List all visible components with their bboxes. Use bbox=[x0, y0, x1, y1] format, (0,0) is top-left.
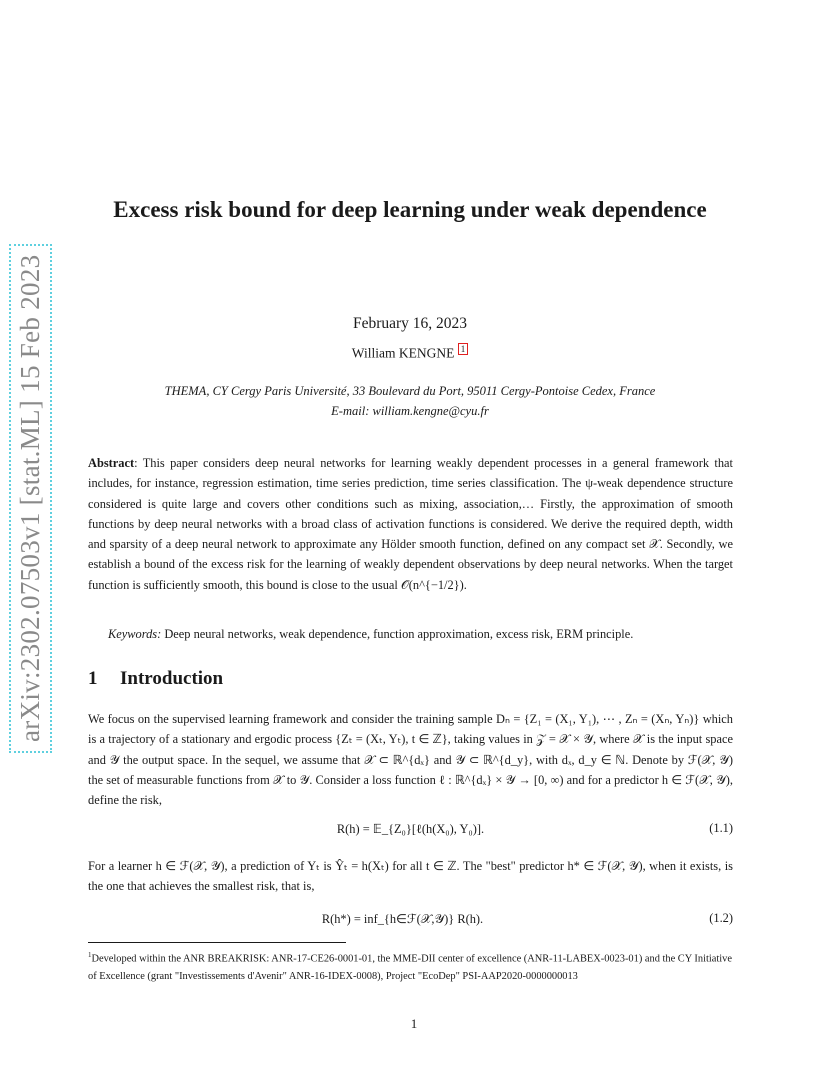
keywords-label: Keywords: bbox=[108, 627, 162, 641]
footnote-mark: 1 bbox=[88, 951, 92, 959]
author-name: William KENGNE bbox=[351, 345, 455, 361]
abstract-text: This paper considers deep neural networks for learning weakly dependent processes in a general framework that includes, for instance, regression estimation, time series prediction, time series classification. The ψ-weak dependence structure considered is quite large and covers other conditions such as mixing, association,… Firstly, the approximation of smooth functions by deep neural networks with a broad class of activation functions is considered. We derive the required depth, width and sparsity of a deep neural network to approximate any Hölder smooth function, defined on any compact set 𝒳. Secondly, we establish a bound of the excess risk for the learning of weakly dependent observations by deep neural networks. When the target function is sufficiently smooth, this bound is close to the usual 𝒪(n^{−1/2}). bbox=[88, 456, 733, 592]
abstract-label: Abstract bbox=[88, 456, 135, 470]
author-footnote-link[interactable]: 1 bbox=[458, 343, 469, 355]
intro-paragraph-1: We focus on the supervised learning framework and consider the training sample Dₙ = {Z₁ = (X₁, Y₁), ⋯ , Zₙ = (Xₙ, Yₙ)} which is a trajectory of a stationary and ergodic process {Zₜ = (Xₜ, Yₜ), t ∈ ℤ}, taking values in 𝒵 = 𝒳 × 𝒴, where 𝒳 is the input space and 𝒴 the output space. In the sequel, we assume that 𝒳 ⊂ ℝ^{dₓ} and 𝒴 ⊂ ℝ^{d_y}, with dₓ, d_y ∈ ℕ. Denote by ℱ(𝒳, 𝒴) the set of measurable functions from 𝒳 to 𝒴. Consider a loss function ℓ : ℝ^{dₓ} × 𝒴 → [0, ∞) and for a predictor h ∈ ℱ(𝒳, 𝒴), define the risk, bbox=[88, 712, 733, 808]
email-line bbox=[90, 401, 730, 421]
abstract: Abstract: This paper considers deep neural networks for learning weakly dependent processes in a general framework that includes, for instance, regression estimation, time series prediction, time series classification. The ψ-weak dependence structure considered is quite large and covers other conditions such as mixing, association,… Firstly, the approximation of smooth functions by deep neural networks with a broad class of activation functions is considered. We derive the required depth, width and sparsity of a deep neural network to approximate any Hölder smooth function, defined on any compact set 𝒳. Secondly, we establish a bound of the excess risk for the learning of weakly dependent observations by deep neural networks. When the target function is sufficiently smooth, this bound is close to the usual 𝒪(n^{−1/2}). bbox=[88, 456, 733, 592]
keywords-text: Deep neural networks, weak dependence, function approximation, excess risk, ERM principle. bbox=[164, 627, 634, 641]
section-title: Introduction bbox=[120, 668, 224, 689]
section-number: 1 bbox=[88, 668, 98, 689]
email-address[interactable]: william.kengne@cyu.fr bbox=[372, 404, 489, 418]
affiliation-block bbox=[90, 381, 730, 421]
footnote-rule bbox=[88, 942, 346, 943]
keywords bbox=[88, 624, 733, 644]
author-line bbox=[90, 345, 730, 362]
footnote bbox=[88, 947, 733, 985]
email-label: E-mail: bbox=[331, 404, 370, 418]
page-number: 1 bbox=[410, 1016, 418, 1031]
equation-1-2-expression: R(h*) = inf_{h∈ℱ(𝒳,𝒴)} R(h). bbox=[321, 912, 484, 926]
equation-1-1-number: (1.1) bbox=[709, 821, 733, 835]
arxiv-identifier-stamp[interactable]: arXiv:2302.07503v1 [stat.ML] 15 Feb 2023 bbox=[14, 249, 47, 748]
paper-date: February 16, 2023 bbox=[352, 315, 468, 332]
footnote-text: Developed within the ANR BREAKRISK: ANR-17-CE26-0001-01, the MME-DII center of excellence (ANR-11-LABEX-0023-01) and the CY Initiative of Excellence (grant "Investissements d'Avenir" ANR-16-IDEX-0008), Project "EcoDep" PSI-AAP2020-0000000013 bbox=[88, 953, 732, 982]
equation-1-1-expression: R(h) = 𝔼_{Z₀}[ℓ(h(X₀), Y₀)]. bbox=[336, 822, 485, 836]
paper-title: Excess risk bound for deep learning under weak dependence bbox=[113, 197, 707, 222]
section-heading-introduction bbox=[88, 668, 223, 690]
intro-paragraph-2: For a learner h ∈ ℱ(𝒳, 𝒴), a prediction of Yₜ is Ŷₜ = h(Xₜ) for all t ∈ ℤ. The "best" predictor h* ∈ ℱ(𝒳, 𝒴), when it exists, is the one that achieves the smallest risk, that is, bbox=[88, 859, 733, 894]
equation-1-2-number: (1.2) bbox=[709, 911, 733, 925]
affiliation: THEMA, CY Cergy Paris Université, 33 Boulevard du Port, 95011 Cergy-Pontoise Cedex, France bbox=[164, 384, 656, 398]
